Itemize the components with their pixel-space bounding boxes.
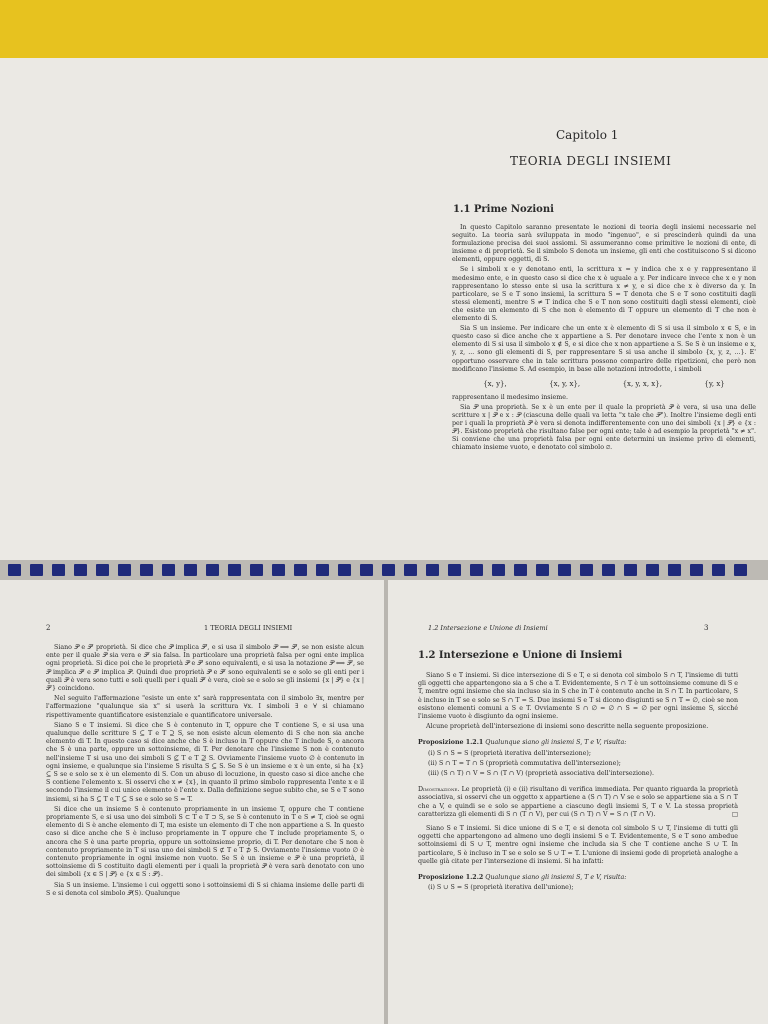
binding-ring (206, 564, 219, 576)
paragraph: Sia S un insieme. L'insieme i cui oggetti sono i sottoinsiemi di S si chiama insieme delle parti di S e si denota col simbolo 𝒫(S). Qualunque (46, 881, 364, 897)
proposition-head: Proposizione 1.2.1 (418, 739, 484, 747)
running-head: 1 TEORIA DEGLI INSIEMI (204, 624, 293, 632)
proposition-item: (i) S ∩ S = S (proprietà iterativa dell'intersezione); (428, 749, 591, 757)
paragraph: Siano 𝒫 e 𝒫′ proprietà. Si dice che 𝒫 implica 𝒫′, e si usa il simbolo 𝒫 ⟹ 𝒫′, se non esiste alcun ente per il quale 𝒫 sia vera e 𝒫′ sia falsa. In particolare una proprietà falsa per ogni ente implica ogni proprietà. Si dice poi che le proprietà 𝒫 e 𝒫′ sono equivalenti, e si usa la notazione 𝒫 ⟺ 𝒫′, se 𝒫 implica 𝒫′ e 𝒫′ implica 𝒫. Quindi due proprietà 𝒫 e 𝒫′ sono equivalenti se e solo se gli enti per i quali 𝒫 è vera sono tutti e soli quelli per i quali 𝒫′ è vera, cioè se e solo se gli insiemi {x | 𝒫} e {x | 𝒫′} coincidono. (46, 644, 364, 693)
binding-ring (514, 564, 527, 576)
formula: {x, y, x}, (549, 379, 581, 388)
binding-ring (690, 564, 703, 576)
binding-ring (536, 564, 549, 576)
binding-ring (558, 564, 571, 576)
paragraph: Se i simboli x e y denotano enti, la scrittura x = y indica che x e y rappresentano il medesimo ente, e in questo caso si dice che x è uguale a y. Per indicare invece che x e y non rappresentano lo stesso ente si usa la scrittura x ≠ y, e si dice che x è diverso da y. In particolare, se S e T sono insiemi, la scrittura S = T denota che S e T sono costituiti dagli stessi elementi, mentre S ≠ T indica che S e T non sono costituiti dagli stessi elementi, cioè che esiste un elemento di S che non è elemento di T oppure un elemento di T che non è elemento di S. (452, 266, 756, 323)
binding-ring (668, 564, 681, 576)
section-title: 1.1 Prime Nozioni (453, 204, 554, 215)
binding-ring (140, 564, 153, 576)
formula-row (462, 380, 746, 388)
binding-ring (250, 564, 263, 576)
formula: {x, y}, (483, 379, 507, 388)
binding-ring (646, 564, 659, 576)
right-body-text (418, 672, 738, 894)
left-body-text (46, 644, 364, 900)
binding-ring (162, 564, 175, 576)
binding-ring (228, 564, 241, 576)
binding-ring (294, 564, 307, 576)
paragraph: Sia S un insieme. Per indicare che un ente x è elemento di S si usa il simbolo x ∈ S, e in questo caso si dice anche che x appartiene a S. Per denotare invece che l'ente x non è un elemento di S si usa il simbolo x ∉ S, e si dice che x non appartiene a S. Se S è un insieme e x, y, z, ... sono gli elementi di S, per rappresentare S si usa anche il simbolo {x, y, z, ...}. E' opportuno osservare che in tale scrittura possono comparire delle ripetizioni, che però non modificano l'insieme S. Ad esempio, in base alle notazioni introdotte, i simboli (452, 325, 756, 373)
binding-ring (74, 564, 87, 576)
paragraph: Alcune proprietà dell'intersezione di insiemi sono descritte nella seguente proposizione. (426, 723, 709, 731)
page-number: 2 (46, 624, 51, 632)
binding-ring (382, 564, 395, 576)
binding-ring (448, 564, 461, 576)
proposition-statement: Qualunque siano gli insiemi S, T e V, risulta: (485, 874, 627, 882)
binding-ring (470, 564, 483, 576)
proof-label: Dimostrazione. (418, 786, 460, 794)
proof (418, 786, 738, 819)
running-head: 1.2 Intersezione e Unione di Insiemi (428, 624, 548, 632)
proposition-item: (ii) S ∩ T = T ∩ S (proprietà commutativa dell'intersezione); (428, 759, 621, 767)
proposition (418, 739, 738, 747)
top-body-text (452, 224, 756, 454)
proposition (418, 874, 738, 882)
binding-ring (184, 564, 197, 576)
binding-ring (52, 564, 65, 576)
binding-ring (118, 564, 131, 576)
proposition-item: (iii) (S ∩ T) ∩ V = S ∩ (T ∩ V) (proprietà associativa dell'intersezione). (428, 770, 654, 778)
binding-ring (8, 564, 21, 576)
section-title: 1.2 Intersezione e Unione di Insiemi (418, 650, 623, 661)
formula: {y, x} (704, 379, 725, 388)
spiral-binding (0, 560, 768, 580)
proposition-head: Proposizione 1.2.2 (418, 874, 484, 882)
paragraph: Sia 𝒫 una proprietà. Se x è un ente per il quale la proprietà 𝒫 è vera, si usa una delle scritture x | 𝒫 e x : 𝒫 (ciascuna delle quali va letta "x tale che 𝒫"). Inoltre l'insieme degli enti per i quali la proprietà 𝒫 è vera si denota indifferentemente con uno dei simboli {x | 𝒫} e {x : 𝒫}. Esistono proprietà che risultano false per ogni ente; tale è ad esempio la proprietà "x ≠ x". Si conviene che una proprietà falsa per ogni ente determini un insieme privo di elementi, chiamato insieme vuoto, e denotato col simbolo ∅. (452, 403, 756, 452)
binding-ring (338, 564, 351, 576)
top-page (0, 58, 768, 560)
binding-ring (492, 564, 505, 576)
right-page (388, 580, 768, 1024)
binding-ring (426, 564, 439, 576)
proposition-statement: Qualunque siano gli insiemi S, T e V, risulta: (485, 739, 627, 747)
binding-ring (96, 564, 109, 576)
binding-ring (404, 564, 417, 576)
proof-text: Le proprietà (i) e (ii) risultano di verifica immediata. Per quanto riguarda la proprietà associativa, si osservi che un oggetto x appartiene a (S ∩ T) ∩ V se e solo se appartiene sia a S ∩ T che a V, e quindi se e solo se appartiene a ciascuno degli insiemi S, T e V. La stessa proprietà caratterizza gli elementi di S ∩ (T ∩ V), per cui (S ∩ T) ∩ V = S ∩ (T ∩ V). (418, 786, 738, 818)
page-number: 3 (704, 624, 709, 632)
binding-ring (272, 564, 285, 576)
binding-ring (580, 564, 593, 576)
binding-ring (316, 564, 329, 576)
paragraph: rappresentano il medesimo insieme. (452, 393, 568, 401)
binding-ring (30, 564, 43, 576)
paragraph: Si dice che un insieme S è contenuto propriamente in un insieme T, oppure che T contiene propriamente S, e si usa uno dei simboli S ⊂ T e T ⊃ S, se S è contenuto in T e S ≠ T, cioè se ogni elemento di S è anche elemento di T, ma esiste un elemento di T che non appartiene a S. In questo caso si dice anche che S è incluso propriamente in T oppure che T include propriamente S, o ancora che S è una parte propria, oppure un sottoinsieme proprio, di T. Per denotare che S non è contenuto propriamente in T si usa uno dei simboli S ⊄ T e T ⊅ S. Ovviamente l'insieme vuoto ∅ è contenuto propriamente in ogni insieme non vuoto. Se S è un insieme e 𝒫 è una proprietà, il sottoinsieme di S costituito dagli elementi per i quali la proprietà 𝒫 è vera sarà denotato con uno dei simboli {x ∈ S | 𝒫} e {x ∈ S : 𝒫}. (46, 805, 364, 879)
binding-ring (360, 564, 373, 576)
proposition-item: (i) S ∪ S = S (proprietà iterativa dell'unione); (428, 884, 574, 892)
paragraph: In questo Capitolo saranno presentate le nozioni di teoria degli insiemi necessarie nel seguito. La teoria sarà sviluppata in modo "ingenuo", e si prescinderà quindi da una formulazione precisa dei suoi assiomi. Si assumeranno come primitive le nozioni di ente, di insieme e di proprietà. Se il simbolo S denota un insieme, gli enti che costituiscono S si dicono elementi, oppure oggetti, di S. (452, 224, 756, 264)
binding-ring (734, 564, 747, 576)
binding-ring (712, 564, 725, 576)
binding-ring (602, 564, 615, 576)
paragraph: Siano S e T insiemi. Si dice che S è contenuto in T, oppure che T contiene S, e si usa una qualunque delle scritture S ⊆ T e T ⊇ S, se non esiste alcun elemento di S che non sia anche elemento di T. In questo caso si dice anche che S è incluso in T oppure che T include S, o ancora che S è una parte, oppure un sottoinsieme, di T. Per denotare che l'insieme S non è contenuto nell'insieme T si usa uno dei simboli S ⊈ T e T ⊉ S. Ovviamente l'insieme vuoto ∅ è contenuto in ogni insieme, e qualunque sia l'insieme S risulta S ⊆ S. Se S è un insieme e x è un ente, si ha {x} ⊆ S se e solo se x è un elemento di S. Con un abuso di locuzione, in questo caso si dice anche che S contiene l'elemento x. Si osservi che x ≠ {x}, in quanto il primo simbolo rappresenta l'ente x e il secondo l'insieme il cui unico elemento è l'ente x. Dalla definizione segue subito che, se S e T sono insiemi, si ha S ⊆ T e T ⊆ S se e solo se S = T. (46, 721, 364, 803)
paragraph: Nel seguito l'affermazione "esiste un ente x" sarà rappresentata con il simbolo ∃x, mentre per l'affermazione "qualunque sia x" si userà la scrittura ∀x. I simboli ∃ e ∀ si chiamano rispettivamente quantificatore esistenziale e quantificatore universale. (46, 695, 364, 719)
formula: {x, y, x, x}, (622, 379, 662, 388)
binding-ring (624, 564, 637, 576)
chapter-title: TEORIA DEGLI INSIEMI (510, 154, 672, 168)
qed-symbol: □ (732, 810, 738, 818)
paragraph: Siano S e T insiemi. Si dice unione di S e T, e si denota col simbolo S ∪ T, l'insieme di tutti gli oggetti che appartengono ad almeno uno degli insiemi S e T. Evidentemente, S e T sono ambedue sottoinsiemi di S ∪ T, mentre ogni insieme che includa sia S che T contiene anche S ∪ T. In particolare, S è incluso in T se e solo se S ∪ T = T. L'unione di insiemi gode di proprietà analoghe a quelle già citate per l'intersezione di insiemi. Si ha infatti: (418, 825, 738, 865)
paragraph: Siano S e T insiemi. Si dice intersezione di S e T, e si denota col simbolo S ∩ T, l'insieme di tutti gli oggetti che appartengono sia a S che a T. Evidentemente, S ∩ T è un sottoinsieme comune di S e T, mentre ogni insieme che sia incluso sia in S che in T è contenuto anche in S ∩ T. In particolare, S è incluso in T se e solo se S ∩ T = S. Due insiemi S e T si dicono disgiunti se S ∩ T = ∅, cioè se non esistono elementi comuni a S e T. Ovviamente S ∩ ∅ = ∅ ∩ S = ∅ per ogni insieme S, sicché l'insieme vuoto è disgiunto da ogni insieme. (418, 672, 738, 721)
yellow-cover-band (0, 0, 768, 58)
left-page (0, 580, 384, 1024)
chapter-label: Capitolo 1 (556, 128, 619, 142)
